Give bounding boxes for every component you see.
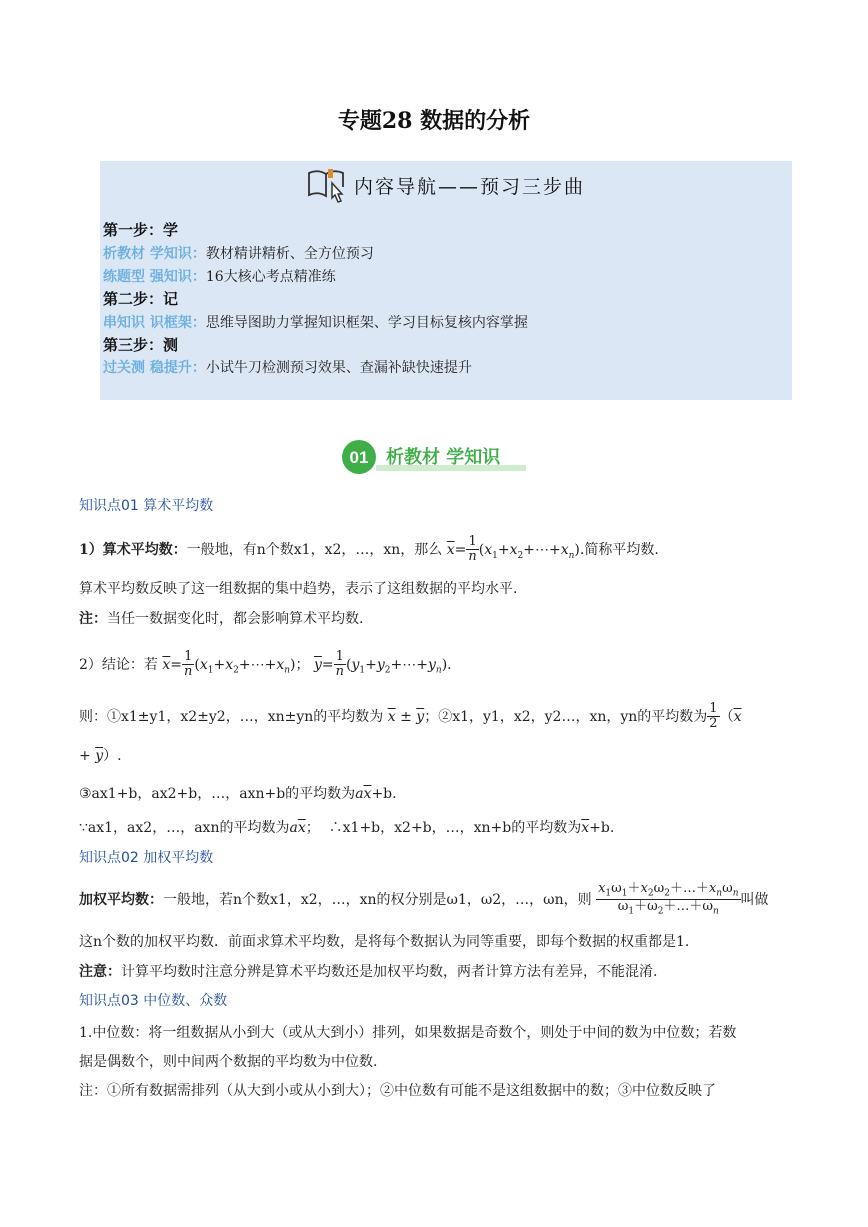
step-two: 第二步：记 (103, 290, 179, 308)
kp1-ax: ③ax1+b，ax2+b，…，axn+b的平均数为$a\overline{x}+b$. (79, 786, 397, 802)
section-badge (340, 438, 530, 476)
nav-row-4: 过关测 稳提升：小试牛刀检测预习效果、查漏补缺快速提升 (103, 360, 472, 376)
nav-heading (306, 165, 585, 205)
kp3-line3: 注：①所有数据需排列（从大到小或从小到大）；②中位数有可能不是这组数据中的数；③中位数反映了 (79, 1083, 716, 1099)
nav-row-1: 析教材 学知识：教材精讲精析、全方位预习 (103, 246, 374, 262)
kp1-definition: 1）算术平均数：一般地，有n个数x1，x2，…，xn，那么 $\overline{x}=$ $\frac{1}{n}$ $(x_1+x_2+\cdots+x_n)$.简称平均数. (79, 534, 659, 565)
book-pointer-icon (306, 165, 348, 205)
nav-row-2: 练题型 强知识：16大核心考点精准练 (103, 269, 336, 285)
kp2-heading: 知识点02 加权平均数 (79, 850, 214, 866)
kp1-reflect: 算术平均数反映了这一组数据的集中趋势，表示了这组数据的平均水平. (79, 581, 518, 597)
kp1-note: 注：当任一数据变化时，都会影响算术平均数. (79, 611, 364, 627)
badge-number: 01 (349, 448, 369, 467)
kp3-line2: 据是偶数个，则中间两个数据的平均数为中位数. (79, 1054, 378, 1070)
kp1-because: ∵ax1，ax2，…，axn的平均数为$a\overline{x}$； ∴x1+b，x2+b，…，xn+b的平均数为$\overline{x}+b$. (79, 820, 615, 836)
kp2-line2: 这n个数的加权平均数．前面求算术平均数，是将每个数据认为同等重要，即每个数据的权重都是1. (79, 934, 690, 950)
content-navigation-box (100, 161, 792, 400)
kp1-heading: 知识点01 算术平均数 (79, 498, 214, 514)
kp1-conclusion: 2）结论：若 $\overline{x}=$ $\frac{1}{n}$ $(x_1+x_2+\cdots+x_n)$； $\overline{y}=$ $\frac{1}{n}$ $(y_1+y_2+\cdots+y_n)$. (79, 649, 452, 680)
kp1-then-cont: + $\overline{y}$）. (79, 748, 122, 764)
kp2-attention: 注意：计算平均数时注意分辨是算术平均数还是加权平均数，两者计算方法有差异，不能混淆. (79, 964, 658, 980)
kp3-heading: 知识点03 中位数、众数 (79, 993, 228, 1009)
step-one: 第一步：学 (103, 221, 179, 239)
badge-graphic (340, 438, 530, 476)
nav-heading-text: 内容导航——预习三步曲 (354, 175, 586, 198)
kp3-line1: 1.中位数：将一组数据从小到大（或从大到小）排列，如果数据是奇数个，则处于中间的数为中位数；若数 (79, 1025, 737, 1041)
badge-label: 析教材 学知识 (386, 447, 501, 468)
step-three: 第三步：测 (103, 336, 179, 354)
kp2-definition: 加权平均数：一般地，若n个数x1，x2，…，xn的权分别是ω1，ω2，…，ωn，则 $\frac{x_1\omega_1+x_2\omega_2+\dots+x_n\omega_n}{\omega_1+\omega_2+\dots+\omega_n}$ 叫做 (79, 881, 769, 918)
weighted-mean-formula: $\frac{x_1\omega_1+x_2\omega_2+\dots+x_n\omega_n}{\omega_1+\omega_2+\dots+\omega_n}$ (598, 881, 739, 918)
kp1-then: 则：①x1±y1，x2±y2，…，xn±yn的平均数为 $\overline{x} \pm \overline{y}$；②x1，y1，x2，y2…，xn，yn的平均数为 $\frac{1}{2}$ （$\overline{x}$ (79, 701, 742, 732)
mean-formula: $\overline{x}=$ $\frac{1}{n}$ $(x_1+x_2+\cdots+x_n)$ (446, 534, 580, 565)
page-title: 专题28 数据的分析 (337, 108, 531, 134)
nav-row-3: 串知识 识框架：思维导图助力掌握知识框架、学习目标复核内容掌握 (103, 315, 528, 331)
